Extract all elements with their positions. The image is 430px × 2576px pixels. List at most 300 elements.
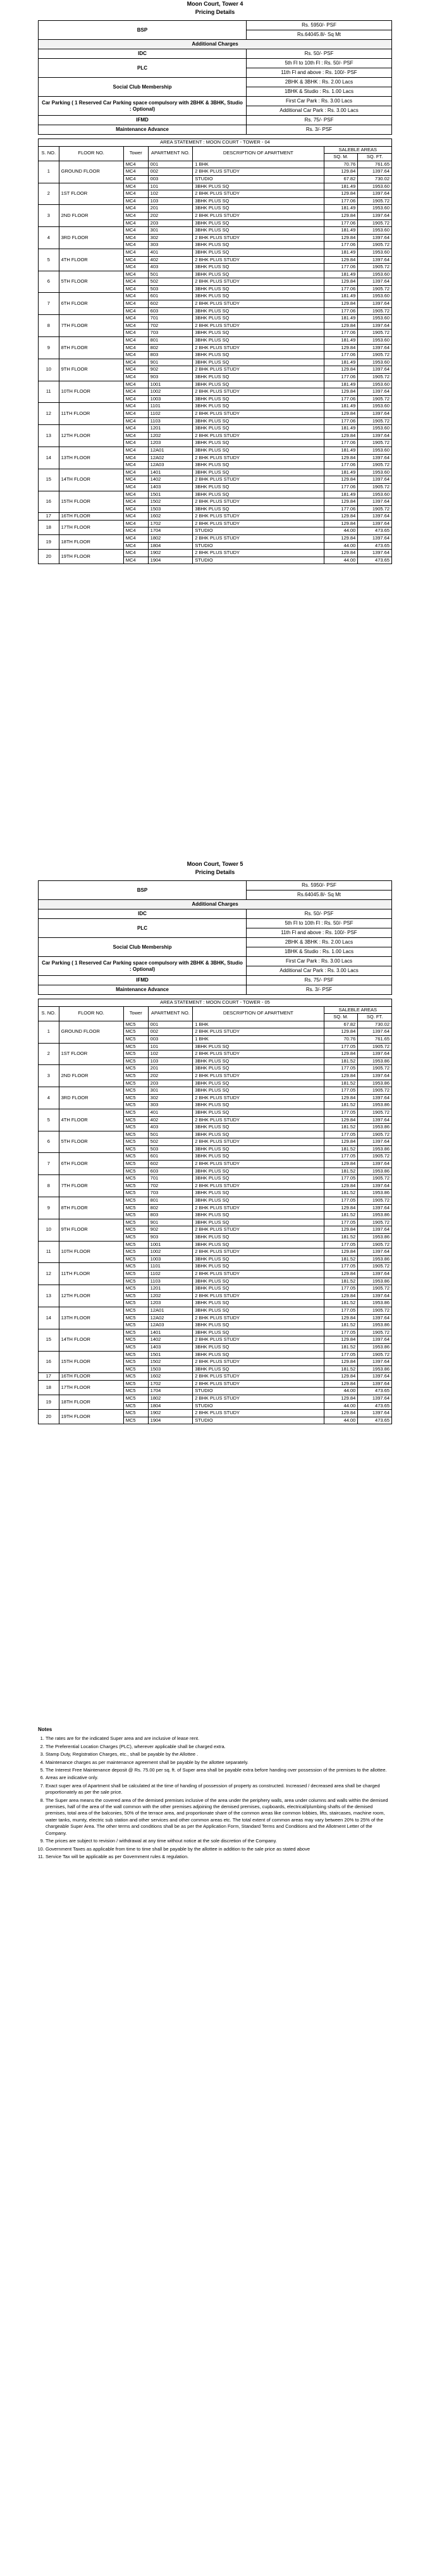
cell-sqft: 1397.64 <box>358 190 392 198</box>
cell-floor: 18TH FLOOR <box>59 535 123 550</box>
cell-sqm: 129.84 <box>324 1204 358 1212</box>
cell-sqm: 129.84 <box>324 550 358 557</box>
cell-floor: 12TH FLOOR <box>59 425 123 447</box>
cell-sqm: 177.06 <box>324 330 358 337</box>
cell-sqft: 1953.86 <box>358 1145 392 1153</box>
cell-sqft: 1953.86 <box>358 1080 392 1087</box>
cell-floor: 4TH FLOOR <box>59 249 123 271</box>
cell-floor: 9TH FLOOR <box>59 1219 123 1241</box>
cell-sno: 16 <box>39 1351 59 1373</box>
cell-floor: GROUND FLOOR <box>59 161 123 183</box>
cell-sqm: 177.06 <box>324 483 358 491</box>
cell-sqft: 1905.72 <box>358 417 392 425</box>
table-row <box>39 1021 392 1028</box>
cell-sqm: 181.52 <box>324 1124 358 1131</box>
parking-value-1: First Car Park : Rs. 3.00 Lacs <box>247 957 392 966</box>
cell-desc: 3BHK PLUS SQ <box>193 381 324 388</box>
col-sqm: SQ. M. <box>324 154 358 161</box>
cell-desc: 2 BHK PLUS STUDY <box>193 322 324 330</box>
cell-desc: 2 BHK PLUS STUDY <box>193 535 324 543</box>
cell-sqft: 1905.72 <box>358 1109 392 1116</box>
cell-desc: 3BHK PLUS SQ <box>193 293 324 300</box>
cell-apt: 1904 <box>148 557 193 564</box>
cell-sno: 1 <box>39 161 59 183</box>
cell-sqm: 129.84 <box>324 1072 358 1080</box>
cell-sqm: 129.84 <box>324 388 358 396</box>
cell-apt: 002 <box>148 168 193 176</box>
cell-sqm: 181.49 <box>324 381 358 388</box>
cell-apt: 702 <box>148 1182 193 1190</box>
tower-section <box>38 860 392 1720</box>
cell-tower: MC4 <box>123 462 148 469</box>
cell-sqft: 1953.60 <box>358 227 392 235</box>
table-row <box>39 337 392 345</box>
cell-sqft: 761.65 <box>358 1035 392 1043</box>
cell-apt: 201 <box>148 1065 193 1073</box>
cell-desc: 3BHK PLUS SQ <box>193 1329 324 1336</box>
cell-sqm: 129.84 <box>324 520 358 527</box>
cell-sqm: 129.84 <box>324 1161 358 1168</box>
cell-apt: 1704 <box>148 1388 193 1395</box>
table-row <box>39 520 392 527</box>
cell-sqft: 473.65 <box>358 1388 392 1395</box>
cell-tower: MC5 <box>123 1292 148 1300</box>
table-row <box>39 1131 392 1138</box>
cell-sqft: 1905.72 <box>358 219 392 227</box>
cell-apt: 202 <box>148 1072 193 1080</box>
cell-apt: 801 <box>148 1197 193 1205</box>
cell-tower: MC4 <box>123 212 148 219</box>
cell-sqm: 181.52 <box>324 1080 358 1087</box>
cell-tower: MC4 <box>123 417 148 425</box>
cell-sqft: 1905.72 <box>358 1219 392 1226</box>
cell-floor: 6TH FLOOR <box>59 293 123 315</box>
cell-desc: 2 BHK PLUS STUDY <box>193 1072 324 1080</box>
cell-apt: 1403 <box>148 483 193 491</box>
cell-sqm: 181.52 <box>324 1190 358 1197</box>
cell-tower: MC4 <box>123 256 148 264</box>
cell-sqm: 129.84 <box>324 322 358 330</box>
cell-sno: 17 <box>39 1373 59 1381</box>
cell-floor: 3RD FLOOR <box>59 1087 123 1109</box>
cell-desc: 2 BHK PLUS STUDY <box>193 1270 324 1278</box>
cell-desc: 2 BHK PLUS STUDY <box>193 520 324 527</box>
area-statement-table <box>38 139 392 564</box>
cell-desc: 3BHK PLUS SQ <box>193 425 324 433</box>
cell-apt: 101 <box>148 183 193 190</box>
cell-apt: 902 <box>148 366 193 374</box>
cell-sqft: 1397.64 <box>358 212 392 219</box>
cell-desc: STUDIO <box>193 1388 324 1395</box>
cell-desc: 3BHK PLUS SQ <box>193 242 324 249</box>
cell-desc: 2 BHK PLUS STUDY <box>193 498 324 506</box>
table-row <box>39 1263 392 1271</box>
bsp-value-sqmt: Rs.64045.8/- Sq Mt <box>247 891 392 900</box>
cell-floor: 5TH FLOOR <box>59 271 123 293</box>
cell-apt: 602 <box>148 300 193 308</box>
cell-tower: MC5 <box>123 1035 148 1043</box>
cell-apt: 1201 <box>148 1285 193 1293</box>
cell-apt: 1501 <box>148 1351 193 1359</box>
cell-apt: 101 <box>148 1043 193 1051</box>
table-row <box>39 1373 392 1381</box>
cell-floor: 5TH FLOOR <box>59 1131 123 1153</box>
additional-charges-header: Additional Charges <box>39 900 392 909</box>
cell-apt: 1902 <box>148 550 193 557</box>
cell-tower: MC4 <box>123 557 148 564</box>
cell-desc: 3BHK PLUS SQ <box>193 1241 324 1248</box>
maintenance-label: Maintenance Advance <box>39 985 247 995</box>
cell-tower: MC5 <box>123 1204 148 1212</box>
plc-label: PLC <box>39 919 247 938</box>
cell-desc: 3BHK PLUS SQ <box>193 249 324 256</box>
cell-desc: STUDIO <box>193 557 324 564</box>
cell-sqm: 181.49 <box>324 271 358 278</box>
cell-sqm: 181.52 <box>324 1234 358 1242</box>
cell-desc: 3BHK PLUS SQ <box>193 330 324 337</box>
cell-tower: MC4 <box>123 205 148 213</box>
cell-sqm: 181.52 <box>324 1365 358 1373</box>
cell-desc: STUDIO <box>193 175 324 183</box>
cell-apt: 203 <box>148 1080 193 1087</box>
cell-sno: 12 <box>39 1263 59 1285</box>
cell-sqm: 181.52 <box>324 1300 358 1307</box>
parking-value-2: Additional Car Park : Rs. 3.00 Lacs <box>247 966 392 976</box>
cell-tower: MC4 <box>123 352 148 359</box>
cell-sqft: 1953.86 <box>358 1278 392 1285</box>
pricing-table <box>38 880 392 995</box>
cell-sqft: 1953.86 <box>358 1300 392 1307</box>
cell-sqm: 181.52 <box>324 1343 358 1351</box>
cell-sqm: 181.49 <box>324 425 358 433</box>
cell-sqm: 129.84 <box>324 513 358 521</box>
additional-charges-header: Additional Charges <box>39 40 392 49</box>
cell-apt: 12A02 <box>148 1314 193 1322</box>
cell-sqft: 1953.86 <box>358 1212 392 1219</box>
cell-sqft: 1953.86 <box>358 1102 392 1109</box>
cell-floor: 14TH FLOOR <box>59 469 123 491</box>
table-row <box>39 293 392 300</box>
cell-sqm: 67.82 <box>324 175 358 183</box>
cell-apt: 1802 <box>148 535 193 543</box>
cell-sqm: 129.84 <box>324 1182 358 1190</box>
cell-sqft: 473.65 <box>358 1402 392 1410</box>
notes-section <box>38 1727 392 1860</box>
cell-sqft: 1905.72 <box>358 1087 392 1095</box>
cell-apt: 901 <box>148 359 193 366</box>
cell-apt: 1003 <box>148 1255 193 1263</box>
cell-tower: MC5 <box>123 1373 148 1381</box>
cell-sqm: 129.84 <box>324 344 358 352</box>
note-item: 6. Areas are indicative only. <box>46 1775 392 1781</box>
cell-tower: MC4 <box>123 388 148 396</box>
cell-sqm: 129.84 <box>324 1138 358 1146</box>
cell-tower: MC5 <box>123 1388 148 1395</box>
cell-tower: MC4 <box>123 513 148 521</box>
cell-sqft: 1397.64 <box>358 234 392 242</box>
col-saleable-areas: SALEBLE AREAS <box>324 1006 391 1014</box>
cell-sqft: 1905.72 <box>358 197 392 205</box>
cell-sqft: 1905.72 <box>358 1197 392 1205</box>
cell-apt: 1403 <box>148 1343 193 1351</box>
cell-apt: 903 <box>148 374 193 381</box>
cell-floor: 6TH FLOOR <box>59 1153 123 1175</box>
table-row <box>39 425 392 433</box>
cell-apt: 703 <box>148 1190 193 1197</box>
cell-tower: MC4 <box>123 330 148 337</box>
cell-floor: 15TH FLOOR <box>59 491 123 513</box>
cell-tower: MC5 <box>123 1161 148 1168</box>
cell-floor: 18TH FLOOR <box>59 1395 123 1410</box>
table-row <box>39 550 392 557</box>
table-row <box>39 315 392 323</box>
cell-sqm: 177.06 <box>324 264 358 271</box>
cell-sqft: 1397.64 <box>358 1161 392 1168</box>
cell-sqm: 177.05 <box>324 1153 358 1161</box>
cell-sqm: 177.05 <box>324 1329 358 1336</box>
cell-apt: 603 <box>148 307 193 315</box>
cell-tower: MC5 <box>123 1351 148 1359</box>
cell-tower: MC5 <box>123 1241 148 1248</box>
cell-desc: 2 BHK PLUS STUDY <box>193 1204 324 1212</box>
cell-desc: 2 BHK PLUS STUDY <box>193 190 324 198</box>
cell-desc: 2 BHK PLUS STUDY <box>193 476 324 484</box>
cell-floor: 17TH FLOOR <box>59 520 123 534</box>
cell-sqm: 129.84 <box>324 1094 358 1102</box>
area-statement-caption: AREA STATEMENT : MOON COURT - TOWER - 04 <box>39 139 392 147</box>
cell-sno: 11 <box>39 1241 59 1263</box>
cell-sqft: 1905.72 <box>358 1241 392 1248</box>
cell-floor: 13TH FLOOR <box>59 1307 123 1329</box>
table-row <box>39 1395 392 1403</box>
note-item: 9. The prices are subject to revision / withdrawal at any time without notice at the sole discretion of the Company. <box>46 1838 392 1844</box>
table-row <box>39 1043 392 1051</box>
cell-floor: 16TH FLOOR <box>59 1373 123 1381</box>
table-row <box>39 513 392 521</box>
cell-sqm: 181.49 <box>324 249 358 256</box>
table-row <box>39 381 392 388</box>
cell-sqm: 129.84 <box>324 1373 358 1381</box>
cell-desc: 2 BHK PLUS STUDY <box>193 1138 324 1146</box>
cell-sqm: 67.82 <box>324 1021 358 1028</box>
cell-apt: 301 <box>148 227 193 235</box>
pricing-details-title: Pricing Details <box>195 9 235 15</box>
cell-apt: 1402 <box>148 476 193 484</box>
cell-apt: 1602 <box>148 513 193 521</box>
cell-sqm: 129.84 <box>324 432 358 440</box>
col-apartment: APARTMENT NO. <box>148 1006 193 1021</box>
table-row <box>39 1175 392 1183</box>
cell-desc: 2 BHK PLUS STUDY <box>193 1051 324 1058</box>
cell-sqft: 1953.86 <box>358 1255 392 1263</box>
notes-list <box>38 1735 392 1860</box>
cell-sqft: 1953.86 <box>358 1190 392 1197</box>
table-row <box>39 1285 392 1293</box>
cell-tower: MC4 <box>123 542 148 550</box>
cell-tower: MC4 <box>123 498 148 506</box>
table-row <box>39 205 392 213</box>
cell-desc: 2 BHK PLUS STUDY <box>193 1373 324 1381</box>
cell-tower: MC5 <box>123 1145 148 1153</box>
table-row <box>39 1065 392 1073</box>
cell-sno: 6 <box>39 271 59 293</box>
cell-apt: 1203 <box>148 1300 193 1307</box>
cell-sqm: 44.00 <box>324 1417 358 1424</box>
cell-tower: MC5 <box>123 1072 148 1080</box>
cell-apt: 1401 <box>148 1329 193 1336</box>
cell-sno: 16 <box>39 491 59 513</box>
cell-desc: 3BHK PLUS SQ <box>193 1153 324 1161</box>
cell-apt: 1201 <box>148 425 193 433</box>
cell-apt: 402 <box>148 1116 193 1124</box>
table-row <box>39 1197 392 1205</box>
cell-apt: 103 <box>148 197 193 205</box>
cell-desc: 2 BHK PLUS STUDY <box>193 234 324 242</box>
cell-desc: 3BHK PLUS SQ <box>193 1343 324 1351</box>
cell-desc: 3BHK PLUS SQ <box>193 352 324 359</box>
cell-desc: 2 BHK PLUS STUDY <box>193 513 324 521</box>
cell-tower: MC4 <box>123 234 148 242</box>
cell-sqm: 177.05 <box>324 1197 358 1205</box>
cell-sqm: 129.84 <box>324 535 358 543</box>
cell-desc: 2 BHK PLUS STUDY <box>193 1359 324 1366</box>
cell-sqft: 1397.64 <box>358 520 392 527</box>
cell-sqm: 44.00 <box>324 542 358 550</box>
cell-floor: 7TH FLOOR <box>59 315 123 337</box>
cell-sqft: 1397.64 <box>358 344 392 352</box>
area-statement-table <box>38 999 392 1424</box>
col-sqft: SQ. FT. <box>358 154 392 161</box>
cell-sqm: 181.52 <box>324 1212 358 1219</box>
cell-tower: MC5 <box>123 1343 148 1351</box>
cell-apt: 102 <box>148 1051 193 1058</box>
cell-sqft: 1397.64 <box>358 1226 392 1234</box>
cell-desc: 3BHK PLUS SQ <box>193 271 324 278</box>
cell-apt: 303 <box>148 1102 193 1109</box>
club-value-2: 1BHK & Studio : Rs. 1.00 Lacs <box>247 87 392 97</box>
cell-tower: MC5 <box>123 1043 148 1051</box>
cell-sno: 15 <box>39 1329 59 1351</box>
cell-sqm: 181.52 <box>324 1057 358 1065</box>
cell-sqm: 129.84 <box>324 1270 358 1278</box>
cell-tower: MC5 <box>123 1094 148 1102</box>
cell-sqm: 181.52 <box>324 1145 358 1153</box>
cell-desc: 3BHK PLUS SQ <box>193 1124 324 1131</box>
cell-apt: 1602 <box>148 1373 193 1381</box>
cell-desc: 2 BHK PLUS STUDY <box>193 1094 324 1102</box>
cell-apt: 1502 <box>148 498 193 506</box>
cell-sno: 18 <box>39 1380 59 1395</box>
cell-sqft: 1953.60 <box>358 337 392 345</box>
cell-sno: 6 <box>39 1131 59 1153</box>
table-row <box>39 227 392 235</box>
bsp-label: BSP <box>39 21 247 40</box>
cell-sqm: 44.00 <box>324 1388 358 1395</box>
area-body <box>39 161 392 564</box>
cell-apt: 601 <box>148 293 193 300</box>
cell-tower: MC5 <box>123 1300 148 1307</box>
cell-sqm: 177.06 <box>324 307 358 315</box>
cell-sqm: 129.84 <box>324 1395 358 1403</box>
cell-sqft: 1953.60 <box>358 183 392 190</box>
cell-tower: MC5 <box>123 1021 148 1028</box>
cell-sqft: 1953.60 <box>358 271 392 278</box>
plc-value-2: 11th Fl and above : Rs. 100/- PSF <box>247 928 392 938</box>
note-item: 3. Stamp Duty, Registration Charges, etc., shall be payable by the Allottee . <box>46 1751 392 1758</box>
cell-desc: 2 BHK PLUS STUDY <box>193 388 324 396</box>
cell-sqm: 129.84 <box>324 256 358 264</box>
cell-tower: MC5 <box>123 1380 148 1388</box>
cell-sqft: 1905.72 <box>358 374 392 381</box>
cell-sno: 4 <box>39 1087 59 1109</box>
table-row <box>39 1351 392 1359</box>
cell-sqft: 1397.64 <box>358 1182 392 1190</box>
cell-tower: MC4 <box>123 366 148 374</box>
table-row <box>39 1380 392 1388</box>
cell-desc: 3BHK PLUS SQ <box>193 264 324 271</box>
cell-sqft: 1397.64 <box>358 300 392 308</box>
cell-apt: 401 <box>148 1109 193 1116</box>
cell-floor: 15TH FLOOR <box>59 1351 123 1373</box>
cell-tower: MC4 <box>123 410 148 417</box>
cell-sqft: 1397.64 <box>358 1204 392 1212</box>
cell-sqft: 1905.72 <box>358 352 392 359</box>
col-description: DESCRIPTION OF APARTMENT <box>193 146 324 161</box>
area-body <box>39 1021 392 1424</box>
cell-sqm: 129.84 <box>324 410 358 417</box>
cell-apt: 503 <box>148 285 193 293</box>
cell-desc: 2 BHK PLUS STUDY <box>193 300 324 308</box>
cell-sqft: 1397.64 <box>358 1410 392 1417</box>
maintenance-value: Rs. 3/- PSF <box>247 985 392 995</box>
cell-desc: 3BHK PLUS SQ <box>193 1168 324 1175</box>
cell-tower: MC5 <box>123 1197 148 1205</box>
cell-apt: 701 <box>148 315 193 323</box>
cell-tower: MC5 <box>123 1168 148 1175</box>
table-row <box>39 1109 392 1116</box>
parking-value-1: First Car Park : Rs. 3.00 Lacs <box>247 97 392 106</box>
cell-apt: 1002 <box>148 388 193 396</box>
cell-sno: 7 <box>39 1153 59 1175</box>
cell-sqft: 1397.64 <box>358 1314 392 1322</box>
cell-desc: 3BHK PLUS SQ <box>193 1197 324 1205</box>
cell-tower: MC4 <box>123 550 148 557</box>
cell-sqm: 181.49 <box>324 227 358 235</box>
cell-sqft: 1953.60 <box>358 205 392 213</box>
cell-sqft: 1953.86 <box>358 1234 392 1242</box>
cell-tower: MC5 <box>123 1248 148 1256</box>
cell-desc: 3BHK PLUS SQ <box>193 462 324 469</box>
cell-sno: 20 <box>39 1410 59 1424</box>
cell-sqft: 1397.64 <box>358 476 392 484</box>
ifmd-label: IFMD <box>39 116 247 125</box>
cell-tower: MC4 <box>123 344 148 352</box>
cell-tower: MC5 <box>123 1417 148 1424</box>
cell-desc: 2 BHK PLUS STUDY <box>193 278 324 286</box>
tower-title: Moon Court, Tower 4 <box>187 1 243 7</box>
table-row <box>39 1410 392 1417</box>
cell-sno: 19 <box>39 1395 59 1410</box>
cell-desc: 2 BHK PLUS STUDY <box>193 454 324 462</box>
cell-sqft: 1397.64 <box>358 550 392 557</box>
cell-desc: 3BHK PLUS SQ <box>193 1087 324 1095</box>
cell-desc: 3BHK PLUS SQ <box>193 1131 324 1138</box>
col-sno: S. NO. <box>39 146 59 161</box>
cell-sqm: 177.06 <box>324 505 358 513</box>
cell-sno: 8 <box>39 315 59 337</box>
cell-sqm: 129.84 <box>324 212 358 219</box>
cell-sqm: 177.05 <box>324 1263 358 1271</box>
